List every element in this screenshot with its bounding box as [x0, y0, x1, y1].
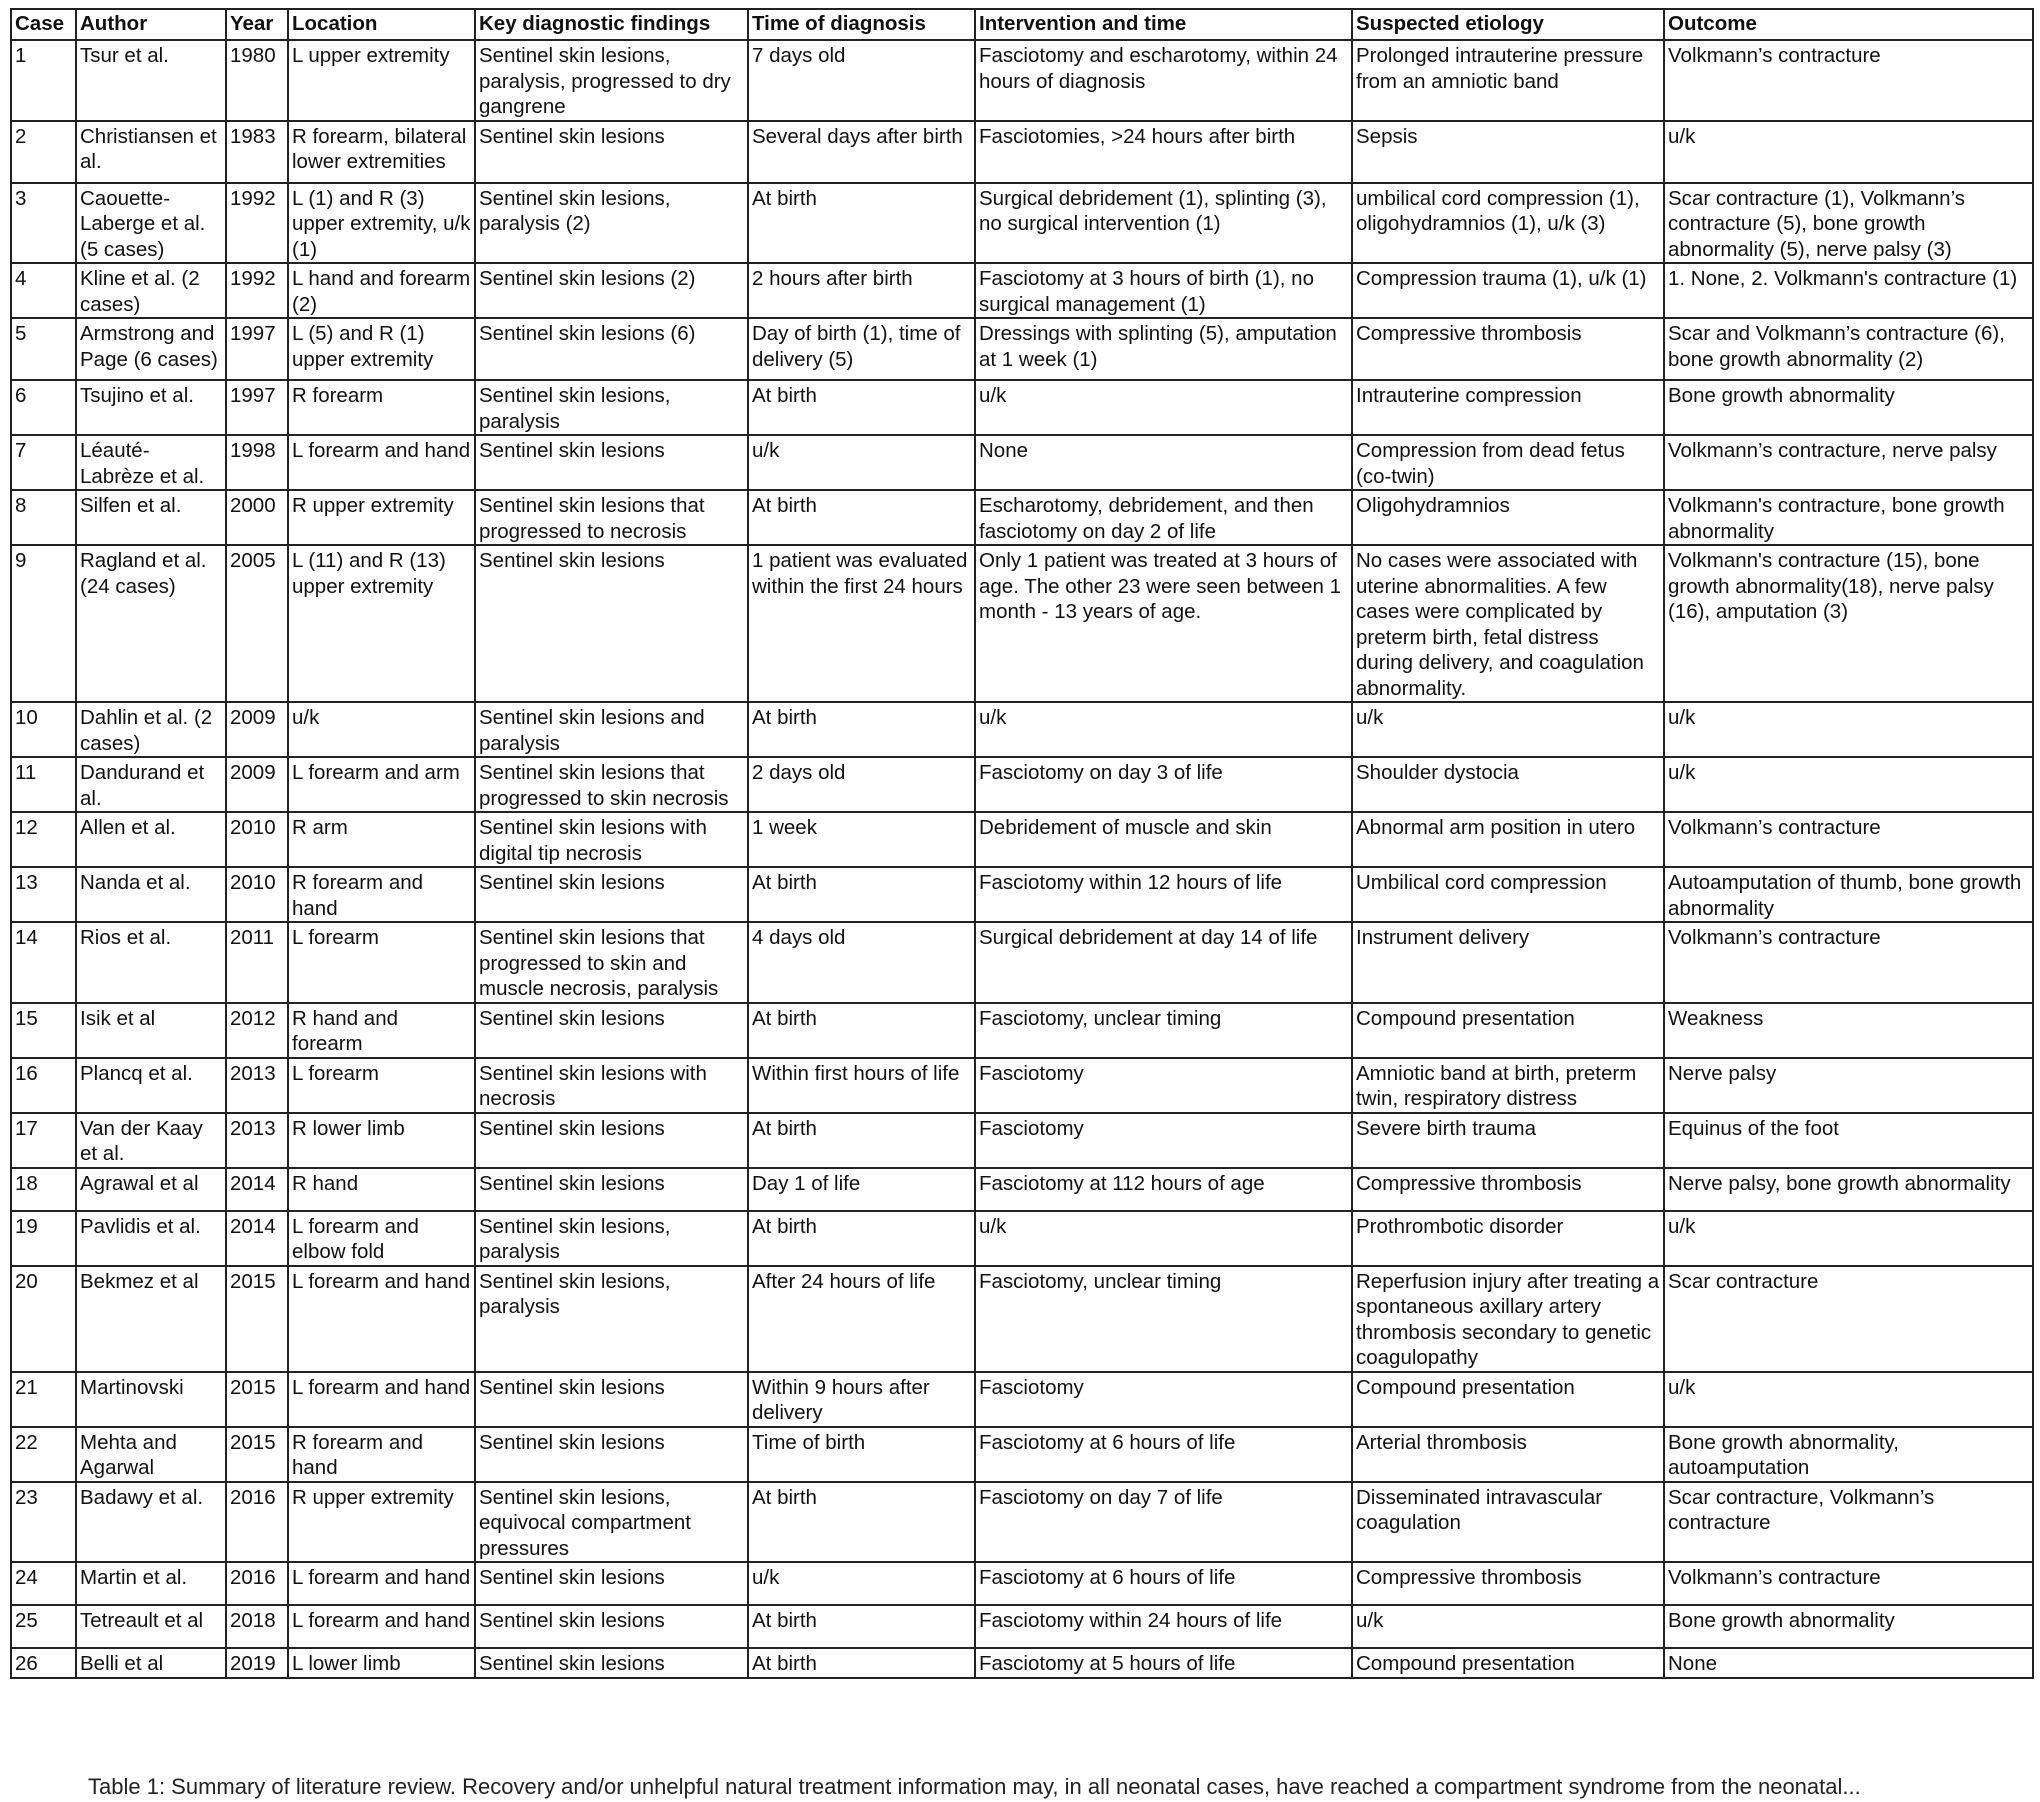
cell-outcome: u/k	[1664, 121, 2033, 183]
table-row	[11, 757, 2033, 812]
table-row	[11, 1562, 2033, 1605]
cell-author: Martinovski	[76, 1372, 226, 1427]
cell-time-of-diagnosis: 2 hours after birth	[748, 263, 975, 318]
cell-outcome: Volkmann’s contracture	[1664, 812, 2033, 867]
table-row	[11, 1168, 2033, 1211]
table-row	[11, 435, 2033, 490]
cell-location: R upper extremity	[288, 490, 475, 545]
cell-location: L forearm and hand	[288, 1562, 475, 1605]
table-row	[11, 40, 2033, 121]
cell-time-of-diagnosis: 7 days old	[748, 40, 975, 121]
cell-location: R upper extremity	[288, 1482, 475, 1563]
cell-year: 2012	[226, 1003, 288, 1058]
cell-author: Bekmez et al	[76, 1266, 226, 1372]
cell-outcome: u/k	[1664, 1211, 2033, 1266]
column-header-key-findings: Key diagnostic findings	[475, 9, 748, 40]
cell-year: 1980	[226, 40, 288, 121]
cell-intervention: Fasciotomy	[975, 1372, 1352, 1427]
table-row	[11, 1211, 2033, 1266]
cell-year: 2011	[226, 922, 288, 1003]
cell-etiology: Instrument delivery	[1352, 922, 1664, 1003]
cell-key-findings: Sentinel skin lesions, paralysis, progressed to dry gangrene	[475, 40, 748, 121]
cell-author: Caouette-Laberge et al. (5 cases)	[76, 183, 226, 264]
cell-location: R forearm and hand	[288, 1427, 475, 1482]
cell-location: R hand	[288, 1168, 475, 1211]
cell-etiology: Compound presentation	[1352, 1372, 1664, 1427]
cell-intervention: Fasciotomy within 12 hours of life	[975, 867, 1352, 922]
cell-case: 15	[11, 1003, 76, 1058]
cell-outcome: Scar contracture (1), Volkmann’s contracture (5), bone growth abnormality (5), nerve palsy (3)	[1664, 183, 2033, 264]
cell-intervention: Fasciotomy at 6 hours of life	[975, 1562, 1352, 1605]
cell-intervention: Surgical debridement (1), splinting (3), no surgical intervention (1)	[975, 183, 1352, 264]
cell-time-of-diagnosis: 4 days old	[748, 922, 975, 1003]
cell-etiology: No cases were associated with uterine abnormalities. A few cases were complicated by preterm birth, fetal distress during delivery, and coagulation abnormality.	[1352, 545, 1664, 702]
cell-case: 7	[11, 435, 76, 490]
cell-author: Léauté-Labrèze et al.	[76, 435, 226, 490]
cell-author: Kline et al. (2 cases)	[76, 263, 226, 318]
cell-intervention: Fasciotomy, unclear timing	[975, 1003, 1352, 1058]
cell-case: 3	[11, 183, 76, 264]
cell-intervention: Fasciotomy on day 7 of life	[975, 1482, 1352, 1563]
cell-year: 2014	[226, 1211, 288, 1266]
cell-outcome: None	[1664, 1648, 2033, 1678]
cell-author: Tsujino et al.	[76, 380, 226, 435]
cell-intervention: Escharotomy, debridement, and then fasciotomy on day 2 of life	[975, 490, 1352, 545]
cell-author: Ragland et al. (24 cases)	[76, 545, 226, 702]
cell-time-of-diagnosis: At birth	[748, 1648, 975, 1678]
column-header-intervention: Intervention and time	[975, 9, 1352, 40]
cell-year: 2015	[226, 1266, 288, 1372]
cell-time-of-diagnosis: At birth	[748, 1482, 975, 1563]
cell-outcome: Volkmann’s contracture	[1664, 40, 2033, 121]
cell-location: L forearm and elbow fold	[288, 1211, 475, 1266]
cell-etiology: Shoulder dystocia	[1352, 757, 1664, 812]
cell-location: L forearm and hand	[288, 1266, 475, 1372]
cell-case: 2	[11, 121, 76, 183]
cell-year: 1998	[226, 435, 288, 490]
table-row	[11, 263, 2033, 318]
cell-location: L forearm and hand	[288, 1605, 475, 1648]
cell-time-of-diagnosis: At birth	[748, 1605, 975, 1648]
cell-outcome: Volkmann’s contracture	[1664, 1562, 2033, 1605]
cell-year: 2013	[226, 1113, 288, 1168]
literature-review-table-container	[10, 8, 2032, 1679]
cell-intervention: u/k	[975, 702, 1352, 757]
cell-author: Isik et al	[76, 1003, 226, 1058]
cell-year: 2009	[226, 757, 288, 812]
cell-author: Pavlidis et al.	[76, 1211, 226, 1266]
cell-etiology: Abnormal arm position in utero	[1352, 812, 1664, 867]
cell-case: 5	[11, 318, 76, 380]
cell-etiology: Compressive thrombosis	[1352, 1562, 1664, 1605]
cell-location: L forearm	[288, 922, 475, 1003]
cell-location: L hand and forearm (2)	[288, 263, 475, 318]
cell-intervention: Fasciotomies, >24 hours after birth	[975, 121, 1352, 183]
cell-outcome: Volkmann's contracture (15), bone growth abnormality(18), nerve palsy (16), amputation (3)	[1664, 545, 2033, 702]
cell-case: 12	[11, 812, 76, 867]
cell-key-findings: Sentinel skin lesions and paralysis	[475, 702, 748, 757]
cell-outcome: Scar contracture, Volkmann’s contracture	[1664, 1482, 2033, 1563]
cell-key-findings: Sentinel skin lesions, paralysis	[475, 380, 748, 435]
cell-time-of-diagnosis: Day 1 of life	[748, 1168, 975, 1211]
cell-intervention: Debridement of muscle and skin	[975, 812, 1352, 867]
cell-intervention: u/k	[975, 380, 1352, 435]
cell-intervention: Only 1 patient was treated at 3 hours of age. The other 23 were seen between 1 month - 13 years of age.	[975, 545, 1352, 702]
cell-etiology: Compound presentation	[1352, 1648, 1664, 1678]
cell-author: Agrawal et al	[76, 1168, 226, 1211]
cell-case: 25	[11, 1605, 76, 1648]
cell-time-of-diagnosis: After 24 hours of life	[748, 1266, 975, 1372]
cell-year: 1997	[226, 318, 288, 380]
table-row	[11, 1372, 2033, 1427]
cell-etiology: Umbilical cord compression	[1352, 867, 1664, 922]
cell-outcome: Nerve palsy, bone growth abnormality	[1664, 1168, 2033, 1211]
column-header-year: Year	[226, 9, 288, 40]
cell-etiology: Prothrombotic disorder	[1352, 1211, 1664, 1266]
cell-intervention: Fasciotomy and escharotomy, within 24 hours of diagnosis	[975, 40, 1352, 121]
cell-outcome: u/k	[1664, 702, 2033, 757]
table-row	[11, 1113, 2033, 1168]
cell-year: 2016	[226, 1562, 288, 1605]
cell-location: L forearm	[288, 1058, 475, 1113]
cell-outcome: 1. None, 2. Volkmann's contracture (1)	[1664, 263, 2033, 318]
cell-case: 9	[11, 545, 76, 702]
cell-etiology: Compression trauma (1), u/k (1)	[1352, 263, 1664, 318]
cell-outcome: Equinus of the foot	[1664, 1113, 2033, 1168]
cell-key-findings: Sentinel skin lesions	[475, 435, 748, 490]
table-row	[11, 318, 2033, 380]
cell-location: L lower limb	[288, 1648, 475, 1678]
cell-intervention: u/k	[975, 1211, 1352, 1266]
cell-year: 2010	[226, 867, 288, 922]
cell-key-findings: Sentinel skin lesions	[475, 1372, 748, 1427]
cell-etiology: u/k	[1352, 1605, 1664, 1648]
cell-key-findings: Sentinel skin lesions	[475, 1113, 748, 1168]
cell-outcome: Nerve palsy	[1664, 1058, 2033, 1113]
cell-case: 22	[11, 1427, 76, 1482]
cell-author: Van der Kaay et al.	[76, 1113, 226, 1168]
cell-case: 18	[11, 1168, 76, 1211]
cell-key-findings: Sentinel skin lesions that progressed to necrosis	[475, 490, 748, 545]
cell-key-findings: Sentinel skin lesions	[475, 1648, 748, 1678]
cell-case: 21	[11, 1372, 76, 1427]
cell-location: L forearm and hand	[288, 1372, 475, 1427]
cell-author: Nanda et al.	[76, 867, 226, 922]
cell-author: Badawy et al.	[76, 1482, 226, 1563]
cell-intervention: None	[975, 435, 1352, 490]
cell-year: 2000	[226, 490, 288, 545]
cell-location: R forearm	[288, 380, 475, 435]
cell-author: Belli et al	[76, 1648, 226, 1678]
cell-author: Dandurand et al.	[76, 757, 226, 812]
cell-intervention: Fasciotomy at 5 hours of life	[975, 1648, 1352, 1678]
cell-etiology: Reperfusion injury after treating a spontaneous axillary artery thrombosis secondary to genetic coagulopathy	[1352, 1266, 1664, 1372]
table-row	[11, 1003, 2033, 1058]
table-row	[11, 490, 2033, 545]
cell-intervention: Fasciotomy, unclear timing	[975, 1266, 1352, 1372]
cell-key-findings: Sentinel skin lesions with digital tip necrosis	[475, 812, 748, 867]
cell-outcome: Volkmann’s contracture, nerve palsy	[1664, 435, 2033, 490]
cell-key-findings: Sentinel skin lesions	[475, 1605, 748, 1648]
cell-intervention: Fasciotomy at 6 hours of life	[975, 1427, 1352, 1482]
cell-intervention: Fasciotomy	[975, 1113, 1352, 1168]
cell-key-findings: Sentinel skin lesions	[475, 121, 748, 183]
cell-location: R forearm and hand	[288, 867, 475, 922]
table-row	[11, 1482, 2033, 1563]
cell-author: Plancq et al.	[76, 1058, 226, 1113]
cell-intervention: Fasciotomy	[975, 1058, 1352, 1113]
cell-case: 24	[11, 1562, 76, 1605]
cell-outcome: Bone growth abnormality	[1664, 1605, 2033, 1648]
cell-year: 2013	[226, 1058, 288, 1113]
cell-etiology: Prolonged intrauterine pressure from an amniotic band	[1352, 40, 1664, 121]
cell-key-findings: Sentinel skin lesions	[475, 1168, 748, 1211]
cell-author: Tsur et al.	[76, 40, 226, 121]
cell-key-findings: Sentinel skin lesions	[475, 1003, 748, 1058]
cell-etiology: Compressive thrombosis	[1352, 1168, 1664, 1211]
cell-outcome: u/k	[1664, 757, 2033, 812]
cell-author: Tetreault et al	[76, 1605, 226, 1648]
column-header-outcome: Outcome	[1664, 9, 2033, 40]
cell-time-of-diagnosis: u/k	[748, 435, 975, 490]
cell-outcome: Weakness	[1664, 1003, 2033, 1058]
table-row	[11, 1605, 2033, 1648]
cell-year: 1997	[226, 380, 288, 435]
column-header-location: Location	[288, 9, 475, 40]
cell-case: 4	[11, 263, 76, 318]
cell-time-of-diagnosis: At birth	[748, 1211, 975, 1266]
cell-etiology: Amniotic band at birth, preterm twin, respiratory distress	[1352, 1058, 1664, 1113]
literature-review-table	[10, 8, 2034, 1679]
cell-location: R forearm, bilateral lower extremities	[288, 121, 475, 183]
cell-etiology: Severe birth trauma	[1352, 1113, 1664, 1168]
cell-key-findings: Sentinel skin lesions	[475, 1427, 748, 1482]
table-row	[11, 1266, 2033, 1372]
cell-author: Mehta and Agarwal	[76, 1427, 226, 1482]
cell-case: 14	[11, 922, 76, 1003]
cell-case: 26	[11, 1648, 76, 1678]
cell-etiology: umbilical cord compression (1), oligohydramnios (1), u/k (3)	[1352, 183, 1664, 264]
cell-author: Rios et al.	[76, 922, 226, 1003]
cell-time-of-diagnosis: Within first hours of life	[748, 1058, 975, 1113]
table-row	[11, 812, 2033, 867]
cell-case: 6	[11, 380, 76, 435]
cell-case: 8	[11, 490, 76, 545]
cell-intervention: Fasciotomy within 24 hours of life	[975, 1605, 1352, 1648]
cell-key-findings: Sentinel skin lesions with necrosis	[475, 1058, 748, 1113]
table-row	[11, 1058, 2033, 1113]
cell-etiology: Intrauterine compression	[1352, 380, 1664, 435]
cell-etiology: Compression from dead fetus (co-twin)	[1352, 435, 1664, 490]
cell-time-of-diagnosis: Within 9 hours after delivery	[748, 1372, 975, 1427]
table-row	[11, 867, 2033, 922]
cell-etiology: Sepsis	[1352, 121, 1664, 183]
cell-intervention: Fasciotomy on day 3 of life	[975, 757, 1352, 812]
table-body	[11, 40, 2033, 1678]
table-row	[11, 121, 2033, 183]
table-caption: Table 1: Summary of literature review. Recovery and/or unhelpful natural treatment information may, in all neonatal cases, have reached a compartment syndrome from the neonatal...	[88, 1774, 1861, 1799]
cell-location: L forearm and arm	[288, 757, 475, 812]
cell-outcome: Autoamputation of thumb, bone growth abnormality	[1664, 867, 2033, 922]
table-row	[11, 183, 2033, 264]
cell-case: 10	[11, 702, 76, 757]
cell-author: Martin et al.	[76, 1562, 226, 1605]
cell-year: 2009	[226, 702, 288, 757]
cell-time-of-diagnosis: 1 week	[748, 812, 975, 867]
cell-location: L forearm and hand	[288, 435, 475, 490]
cell-year: 2015	[226, 1372, 288, 1427]
table-row	[11, 1648, 2033, 1678]
cell-year: 2010	[226, 812, 288, 867]
cell-case: 16	[11, 1058, 76, 1113]
cell-time-of-diagnosis: u/k	[748, 1562, 975, 1605]
cell-etiology: Disseminated intravascular coagulation	[1352, 1482, 1664, 1563]
cell-year: 2014	[226, 1168, 288, 1211]
cell-time-of-diagnosis: 1 patient was evaluated within the first 24 hours	[748, 545, 975, 702]
cell-time-of-diagnosis: Several days after birth	[748, 121, 975, 183]
table-row	[11, 702, 2033, 757]
cell-case: 13	[11, 867, 76, 922]
cell-time-of-diagnosis: Time of birth	[748, 1427, 975, 1482]
cell-outcome: Volkmann's contracture, bone growth abnormality	[1664, 490, 2033, 545]
cell-key-findings: Sentinel skin lesions (2)	[475, 263, 748, 318]
cell-year: 1983	[226, 121, 288, 183]
cell-time-of-diagnosis: At birth	[748, 380, 975, 435]
cell-key-findings: Sentinel skin lesions, equivocal compartment pressures	[475, 1482, 748, 1563]
cell-time-of-diagnosis: At birth	[748, 1003, 975, 1058]
cell-location: L (11) and R (13) upper extremity	[288, 545, 475, 702]
column-header-time-of-diagnosis: Time of diagnosis	[748, 9, 975, 40]
cell-etiology: Compressive thrombosis	[1352, 318, 1664, 380]
cell-key-findings: Sentinel skin lesions	[475, 1562, 748, 1605]
cell-location: u/k	[288, 702, 475, 757]
cell-year: 1992	[226, 183, 288, 264]
cell-case: 1	[11, 40, 76, 121]
cell-time-of-diagnosis: At birth	[748, 183, 975, 264]
cell-year: 2016	[226, 1482, 288, 1563]
column-header-case: Case	[11, 9, 76, 40]
cell-intervention: Dressings with splinting (5), amputation at 1 week (1)	[975, 318, 1352, 380]
cell-location: R hand and forearm	[288, 1003, 475, 1058]
cell-time-of-diagnosis: At birth	[748, 490, 975, 545]
cell-key-findings: Sentinel skin lesions, paralysis	[475, 1211, 748, 1266]
column-header-author: Author	[76, 9, 226, 40]
table-row	[11, 545, 2033, 702]
cell-case: 19	[11, 1211, 76, 1266]
table-header-row	[11, 9, 2033, 40]
cell-location: R lower limb	[288, 1113, 475, 1168]
cell-etiology: Oligohydramnios	[1352, 490, 1664, 545]
cell-key-findings: Sentinel skin lesions	[475, 545, 748, 702]
cell-intervention: Fasciotomy at 112 hours of age	[975, 1168, 1352, 1211]
cell-etiology: Arterial thrombosis	[1352, 1427, 1664, 1482]
cell-author: Silfen et al.	[76, 490, 226, 545]
cell-case: 20	[11, 1266, 76, 1372]
cell-time-of-diagnosis: At birth	[748, 1113, 975, 1168]
cell-intervention: Surgical debridement at day 14 of life	[975, 922, 1352, 1003]
cell-year: 2015	[226, 1427, 288, 1482]
table-row	[11, 922, 2033, 1003]
cell-location: L upper extremity	[288, 40, 475, 121]
cell-key-findings: Sentinel skin lesions (6)	[475, 318, 748, 380]
cell-key-findings: Sentinel skin lesions, paralysis (2)	[475, 183, 748, 264]
cell-year: 2018	[226, 1605, 288, 1648]
cell-etiology: u/k	[1352, 702, 1664, 757]
cell-case: 23	[11, 1482, 76, 1563]
cell-year: 2019	[226, 1648, 288, 1678]
cell-year: 1992	[226, 263, 288, 318]
cell-author: Christiansen et al.	[76, 121, 226, 183]
table-row	[11, 1427, 2033, 1482]
cell-etiology: Compound presentation	[1352, 1003, 1664, 1058]
cell-time-of-diagnosis: 2 days old	[748, 757, 975, 812]
cell-outcome: u/k	[1664, 1372, 2033, 1427]
cell-outcome: Bone growth abnormality	[1664, 380, 2033, 435]
cell-case: 17	[11, 1113, 76, 1168]
cell-outcome: Bone growth abnormality, autoamputation	[1664, 1427, 2033, 1482]
cell-key-findings: Sentinel skin lesions	[475, 867, 748, 922]
cell-year: 2005	[226, 545, 288, 702]
cell-outcome: Scar contracture	[1664, 1266, 2033, 1372]
cell-time-of-diagnosis: Day of birth (1), time of delivery (5)	[748, 318, 975, 380]
cell-location: L (5) and R (1) upper extremity	[288, 318, 475, 380]
cell-author: Armstrong and Page (6 cases)	[76, 318, 226, 380]
cell-intervention: Fasciotomy at 3 hours of birth (1), no surgical management (1)	[975, 263, 1352, 318]
cell-location: R arm	[288, 812, 475, 867]
cell-key-findings: Sentinel skin lesions, paralysis	[475, 1266, 748, 1372]
cell-outcome: Volkmann’s contracture	[1664, 922, 2033, 1003]
cell-author: Allen et al.	[76, 812, 226, 867]
cell-key-findings: Sentinel skin lesions that progressed to skin necrosis	[475, 757, 748, 812]
cell-case: 11	[11, 757, 76, 812]
cell-time-of-diagnosis: At birth	[748, 702, 975, 757]
cell-author: Dahlin et al. (2 cases)	[76, 702, 226, 757]
cell-time-of-diagnosis: At birth	[748, 867, 975, 922]
cell-location: L (1) and R (3) upper extremity, u/k (1)	[288, 183, 475, 264]
cell-outcome: Scar and Volkmann’s contracture (6), bone growth abnormality (2)	[1664, 318, 2033, 380]
table-row	[11, 380, 2033, 435]
cell-key-findings: Sentinel skin lesions that progressed to skin and muscle necrosis, paralysis	[475, 922, 748, 1003]
column-header-etiology: Suspected etiology	[1352, 9, 1664, 40]
